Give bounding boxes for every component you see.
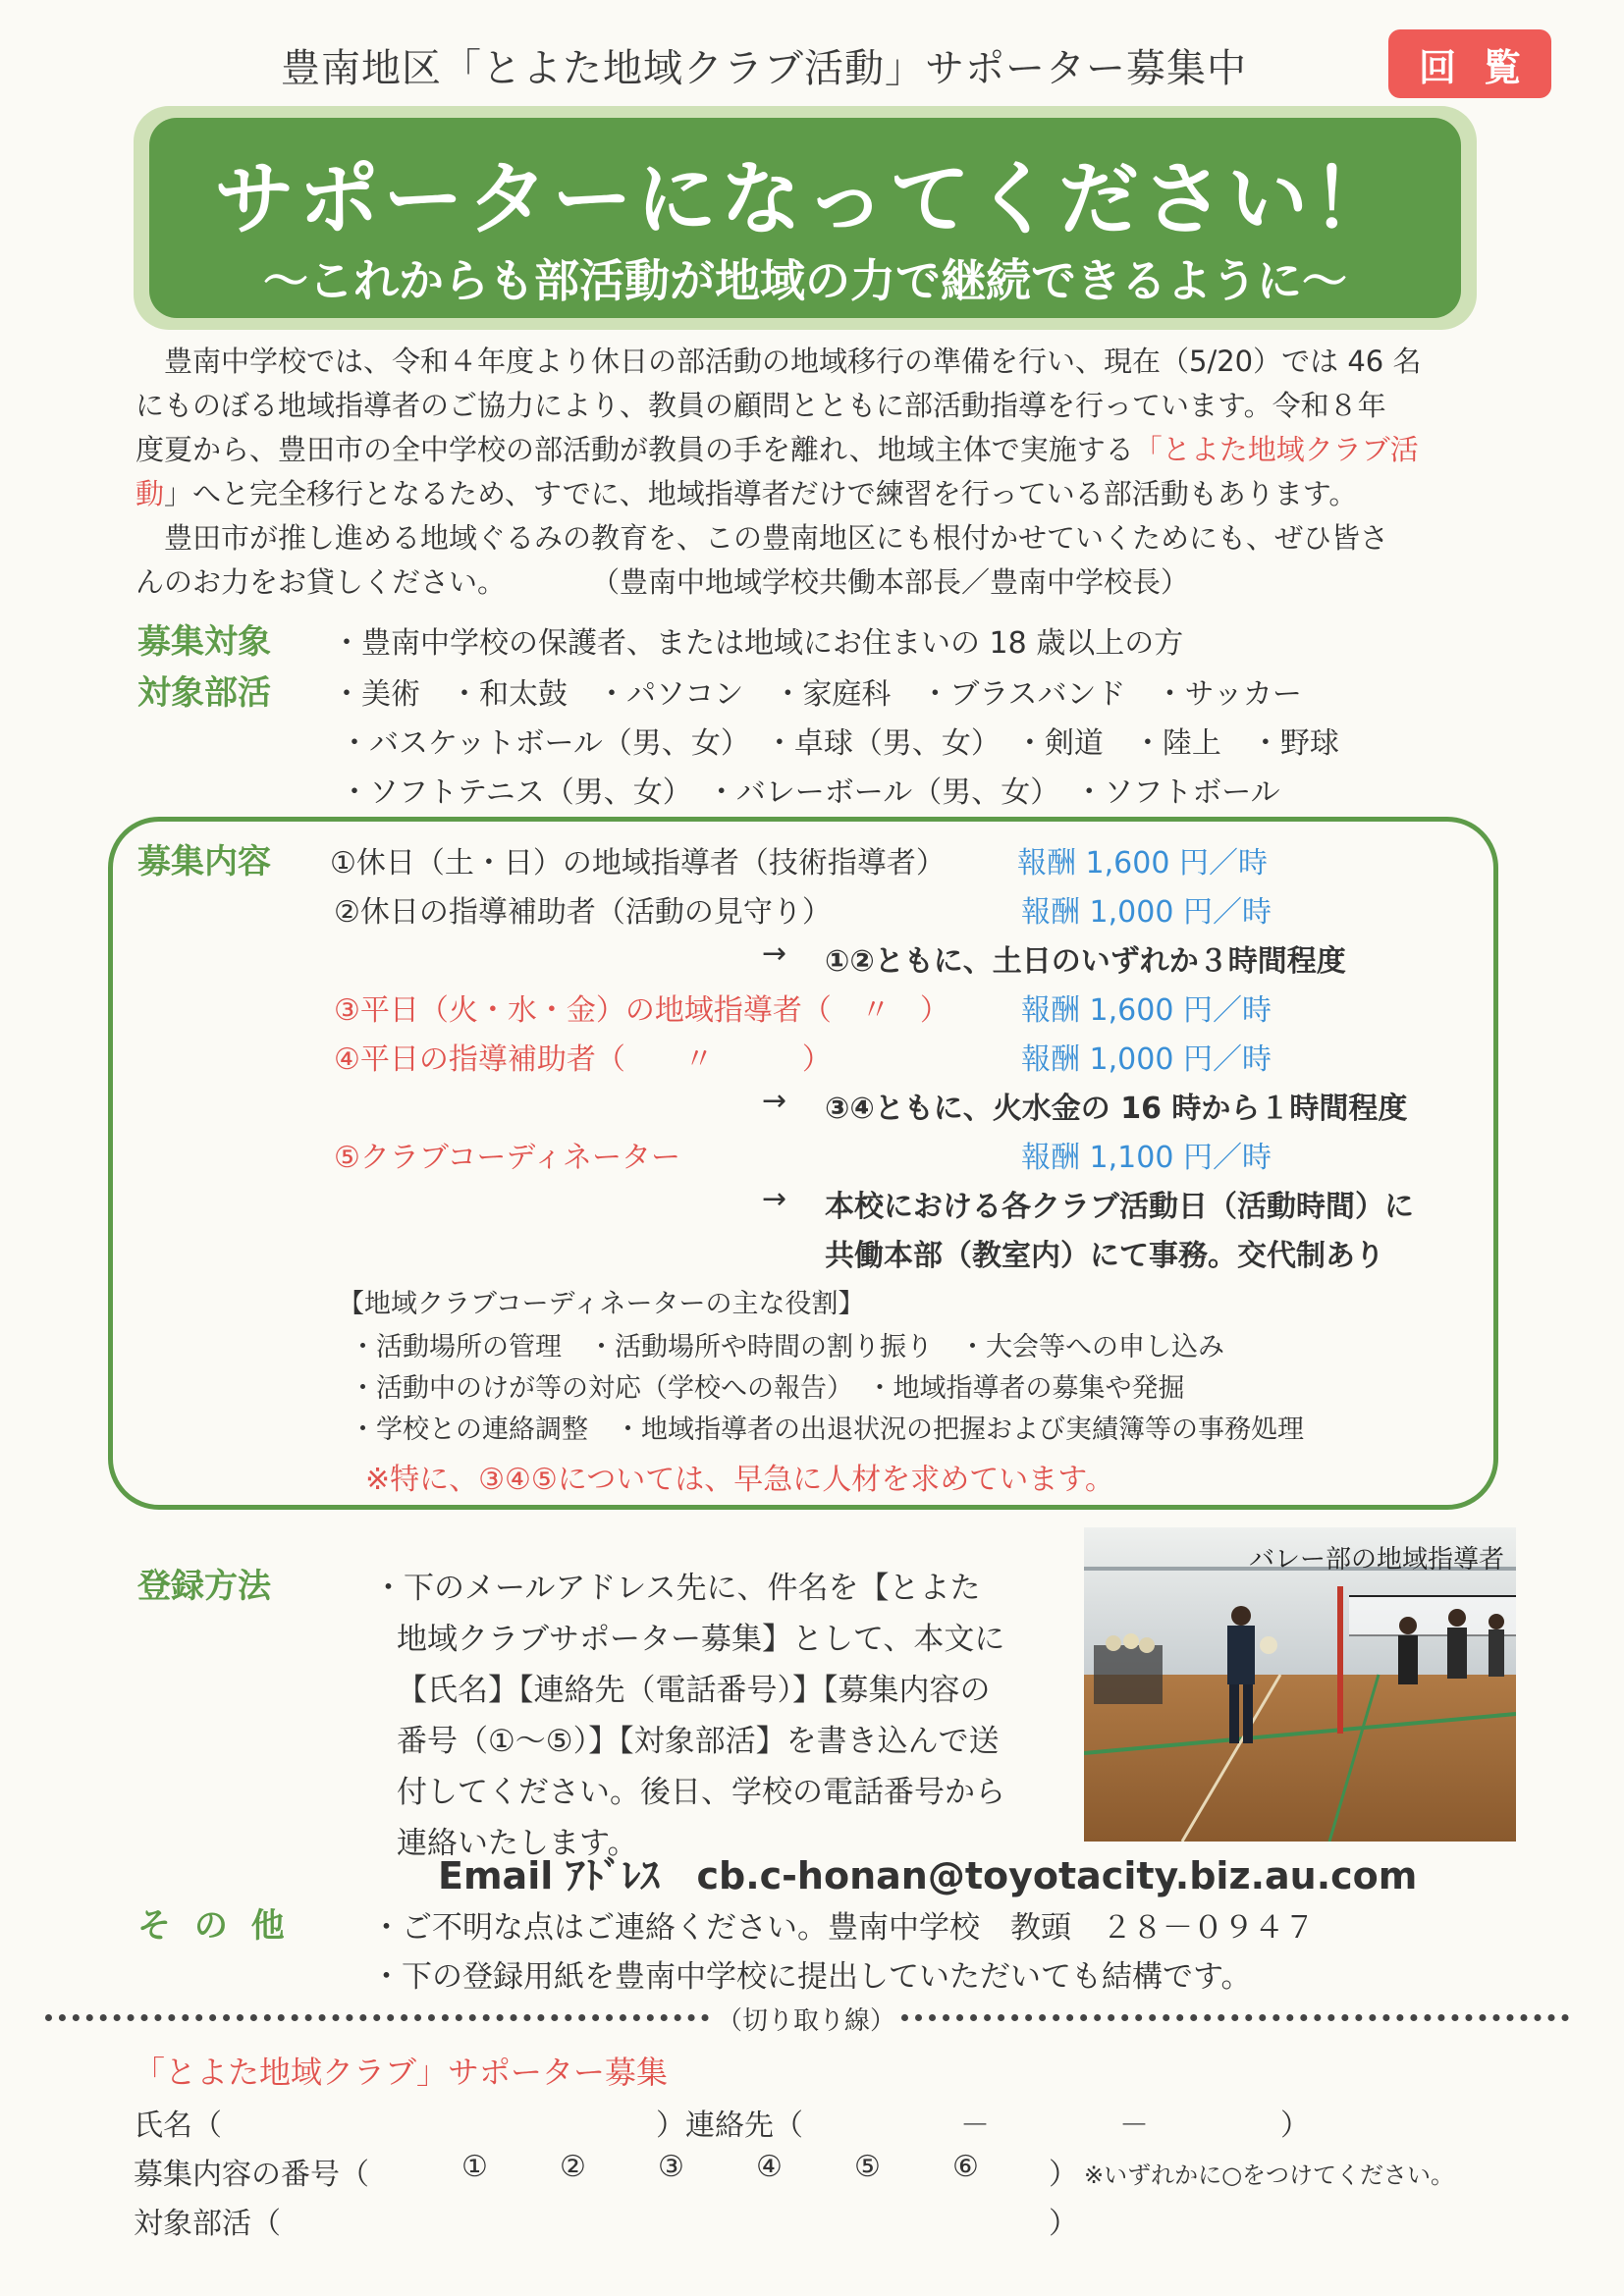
option-3[interactable]: ③	[658, 2150, 684, 2184]
circulate-badge: 回覧	[1388, 29, 1551, 98]
club-close: ）	[1049, 2207, 1078, 2241]
email-address[interactable]: Email ｱﾄﾞﾚｽ cb.c-honan@toyotacity.biz.au.com	[438, 1854, 1418, 1897]
cut-line-left	[45, 2014, 709, 2021]
intro-line	[135, 428, 1481, 472]
roles-line: ・活動場所の管理 ・活動場所や時間の割り振り ・大会等への申し込み	[350, 1332, 1224, 1362]
option-2[interactable]: ②	[560, 2150, 586, 2184]
arrow-icon: →	[762, 1182, 787, 1216]
intro-line: 豊南中学校では、令和４年度より休日の部活動の地域移行の準備を行い、現在（5/20）では 46 名	[135, 345, 1422, 378]
banner-title: サポーターになってください！	[213, 153, 1396, 246]
recruit-item-3: ③平日（火・水・金）の地域指導者（ 〃 ）	[334, 993, 949, 1028]
option-6[interactable]: ⑥	[952, 2150, 979, 2184]
number-note: ※いずれかに○をつけてください。	[1084, 2162, 1455, 2189]
recruit-pay-4: 報酬 1,000 円／時	[1021, 1042, 1272, 1077]
recruit-pay-2: 報酬 1,000 円／時	[1021, 895, 1272, 930]
cut-line-label: （切り取り線）	[717, 2006, 896, 2036]
recruit-item-1: ①休日（土・日）の地域指導者（技術指導者）	[330, 846, 946, 881]
clubs-line: ・ソフトテニス（男、女） ・バレーボール（男、女） ・ソフトボール	[340, 775, 1280, 810]
recruit-note-5a: 本校における各クラブ活動日（活動時間）に	[825, 1190, 1414, 1224]
recruit-note-34: ③④ともに、火水金の 16 時から１時間程度	[825, 1092, 1408, 1126]
form-title: 「とよた地域クラブ」サポーター募集	[134, 2054, 669, 2091]
recruit-item-2: ②休日の指導補助者（活動の見守り）	[334, 895, 832, 930]
arrow-icon: →	[762, 936, 787, 971]
banner-subtitle: ～これからも部活動が地域の力で継続できるように～	[263, 254, 1347, 307]
recruit-pay-1: 報酬 1,600 円／時	[1017, 846, 1268, 881]
other-label: そ の 他	[137, 1906, 291, 1946]
roles-line: ・学校との連絡調整 ・地域指導者の出退状況の把握および実績簿等の事務処理	[350, 1415, 1304, 1445]
other-line: ・ご不明な点はご連絡ください。豊南中学校 教頭 ２８－０９４７	[371, 1910, 1315, 1946]
clubs-line: ・バスケットボール（男、女） ・卓球（男、女） ・剣道 ・陸上 ・野球	[340, 726, 1339, 761]
photo-caption: バレー部の地域指導者	[1248, 1545, 1504, 1575]
target-text: ・豊南中学校の保護者、または地域にお住まいの 18 歳以上の方	[332, 626, 1184, 661]
intro-line	[135, 472, 1481, 516]
recruit-label: 募集内容	[137, 842, 271, 881]
register-line: 【氏名】【連絡先（電話番号）】【募集内容の	[397, 1673, 991, 1708]
recruit-note-5b: 共働本部（教室内）にて事務。交代制あり	[825, 1239, 1384, 1273]
register-line: 連絡いたします。	[397, 1826, 638, 1861]
intro-text-part: 度夏から、豊田市の全中学校の部活動が教員の手を離れ、地域主体で実施する	[135, 433, 1134, 466]
register-line: 番号（①～⑤）】【対象部活】を書き込んで送	[397, 1724, 1000, 1759]
option-5[interactable]: ⑤	[854, 2150, 881, 2184]
clubs-label: 対象部活	[137, 673, 271, 713]
name-field-label: 氏名（	[134, 2109, 222, 2143]
register-line: 地域クラブサポーター募集】として、本文に	[397, 1622, 1005, 1657]
cut-line-right	[901, 2014, 1569, 2021]
register-line: 付してください。後日、学校の電話番号から	[397, 1775, 1005, 1810]
intro-line: にものぼる地域指導者のご協力により、教員の顧問とともに部活動指導を行っています。令和８年	[135, 389, 1386, 422]
recruit-pay-5: 報酬 1,100 円／時	[1021, 1141, 1272, 1175]
recruit-item-5: ⑤クラブコーディネーター	[334, 1141, 680, 1175]
recruit-pay-3: 報酬 1,600 円／時	[1021, 993, 1272, 1028]
contact-field-label: ）連絡先（	[656, 2109, 803, 2143]
intro-text	[135, 340, 1481, 605]
intro-line: んのお力をお貸しください。 （豊南中地域学校共働本部長／豊南中学校長）	[135, 565, 1190, 599]
intro-line: 豊田市が推し進める地域ぐるみの教育を、この豊南地区にも根付かせていくためにも、ぜひ皆さ	[135, 521, 1389, 555]
register-line: ・下のメールアドレス先に、件名を【とよた	[373, 1571, 981, 1606]
option-1[interactable]: ①	[461, 2150, 488, 2184]
header-title: 豊南地区「とよた地域クラブ活動」サポーター募集中	[281, 46, 1247, 91]
roles-line: ・活動中のけが等の対応（学校への報告） ・地域指導者の募集や発掘	[350, 1373, 1185, 1404]
phone-dash: －	[1119, 2109, 1149, 2143]
other-line: ・下の登録用紙を豊南中学校に提出していただいても結構です。	[371, 1959, 1252, 1995]
arrow-icon: →	[762, 1084, 787, 1118]
recruit-item-4: ④平日の指導補助者（ 〃 ）	[334, 1042, 832, 1077]
contact-close: ）	[1280, 2109, 1310, 2143]
phone-dash: －	[960, 2109, 990, 2143]
option-4[interactable]: ④	[756, 2150, 783, 2184]
clubs-line: ・美術 ・和太鼓 ・パソコン ・家庭科 ・ブラスバンド ・サッカー	[332, 677, 1302, 712]
club-field-label: 対象部活（	[134, 2207, 281, 2241]
number-field-label: 募集内容の番号（	[134, 2158, 369, 2192]
urgent-note: ※特に、③④⑤については、早急に人材を求めています。	[365, 1463, 1114, 1497]
recruit-note-12: ①②ともに、土日のいずれか３時間程度	[825, 944, 1346, 979]
club-name-highlight: 動	[135, 477, 165, 510]
roles-title: 【地域クラブコーディネーターの主な役割】	[338, 1289, 865, 1319]
register-label: 登録方法	[137, 1567, 271, 1606]
intro-text-part: 」へと完全移行となるため、すでに、地域指導者だけで練習を行っている部活動もあります。	[164, 477, 1358, 510]
number-close: ）	[1049, 2158, 1078, 2192]
club-name-highlight: 「とよた地域クラブ活	[1133, 433, 1419, 466]
target-label: 募集対象	[137, 622, 271, 662]
